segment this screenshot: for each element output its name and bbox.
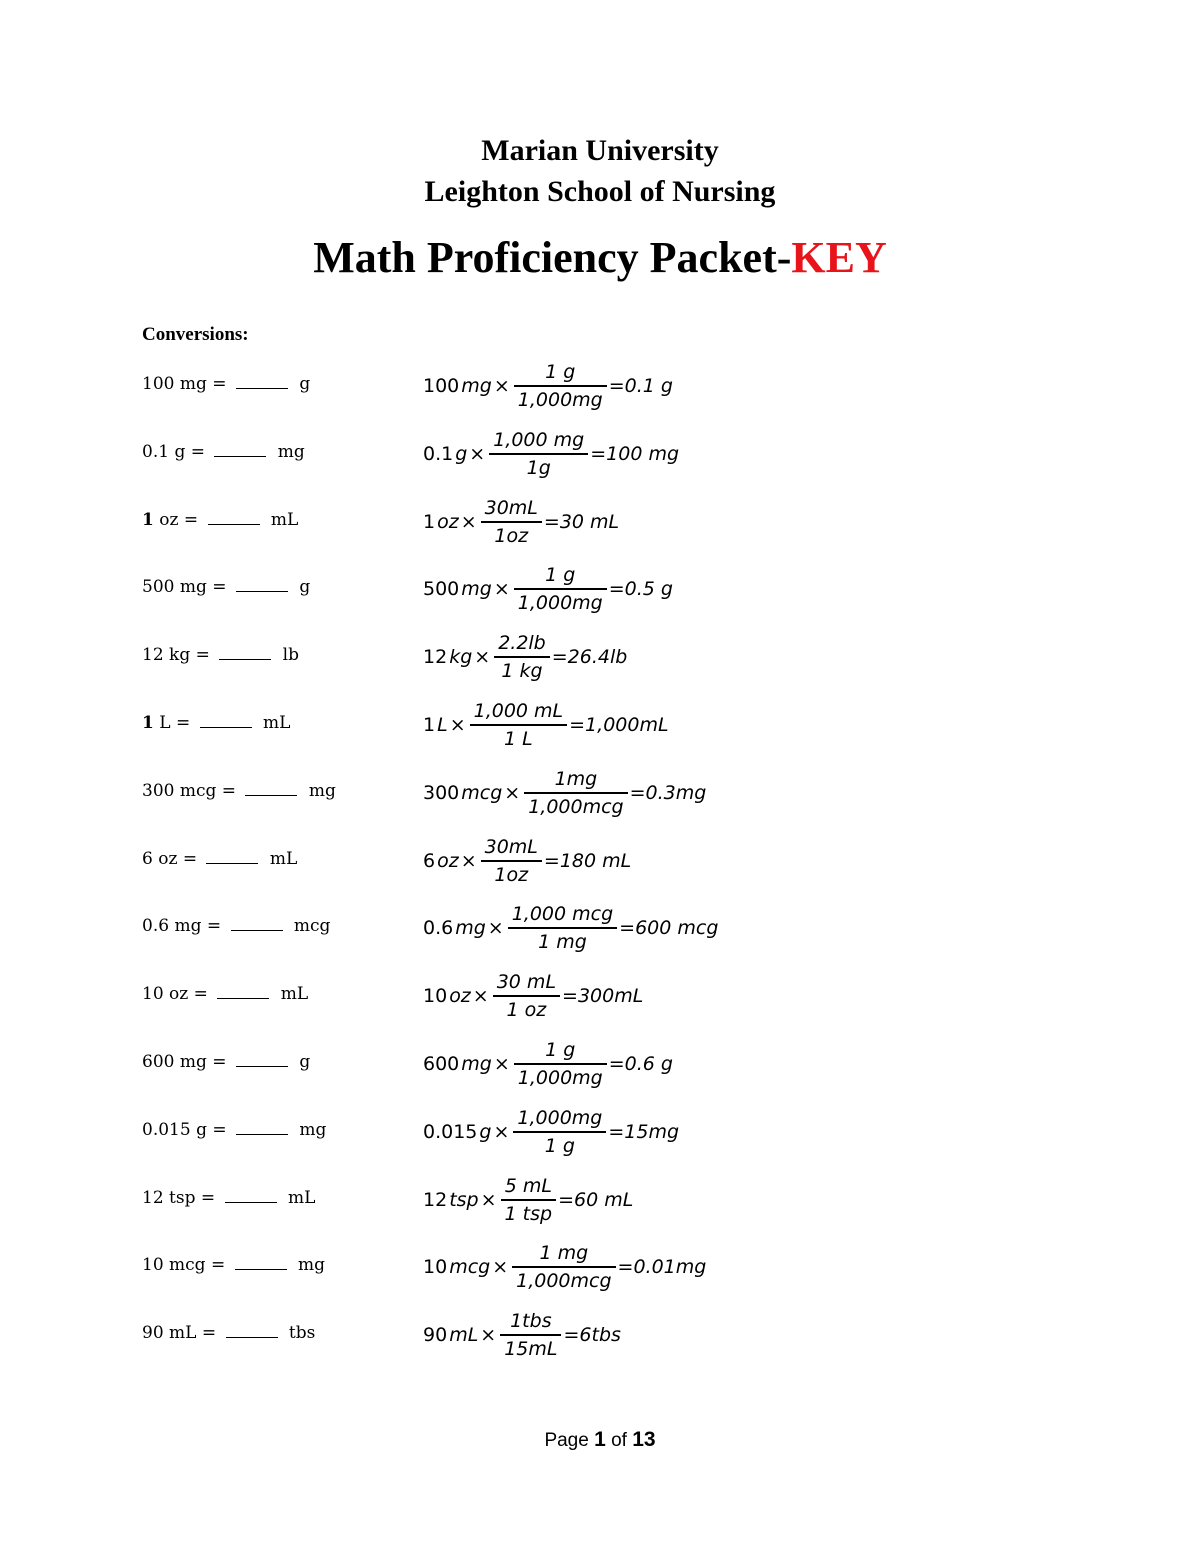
times-sign: × [480,1324,497,1347]
conversion-row [0,356,1200,416]
conversion-row [0,695,1200,755]
equation-quantity: 0.1 [423,442,454,465]
equation-unit: oz [449,985,471,1008]
answer-blank [235,1255,287,1270]
conversion-row [0,763,1200,823]
factor-denominator: 1g [526,456,551,479]
conversion-factor [514,1037,607,1091]
equation-unit: oz [437,510,459,533]
conversion-factor [524,766,627,820]
factor-numerator: 2.2lb [498,632,546,655]
conversion-problem [142,984,308,1004]
problem-unit: oz = [152,848,203,869]
conversion-problem [142,374,310,394]
factor-numerator: 30 mL [496,971,557,994]
conversion-factor [513,1105,606,1159]
equation-quantity: 500 [423,578,460,601]
target-unit: mL [265,509,299,530]
equation-unit: g [479,1120,492,1143]
target-unit: lb [277,645,300,666]
conversion-row [0,966,1200,1026]
conversion-problem [142,1323,315,1343]
equation-result: =180 mL [543,849,632,872]
problem-quantity: 600 [142,1052,175,1072]
times-sign: × [480,1188,497,1211]
conversion-problem [142,713,290,733]
equation-unit: mcg [449,1256,491,1279]
target-unit: mg [294,1119,327,1140]
problem-quantity: 90 [142,1323,164,1344]
conversion-problem [142,1052,310,1072]
factor-numerator: 30mL [484,496,538,519]
conversion-factor [512,1240,615,1294]
conversion-equation [423,1305,621,1365]
factor-denominator: 1 tsp [504,1202,553,1225]
target-unit: mcg [288,916,331,937]
problem-unit: oz = [163,984,214,1005]
equation-unit: mg [461,578,492,601]
equation-unit: oz [437,849,459,872]
target-unit: mg [292,1255,326,1276]
factor-numerator: 1mg [554,767,598,790]
packet-title-main: Math Proficiency Packet- [313,233,792,282]
factor-numerator: 30mL [484,835,538,858]
problem-quantity: 0.6 [142,916,170,937]
equation-result: =100 mg [590,442,680,465]
factor-denominator: 1,000mg [517,592,603,615]
conversion-problem [142,781,336,801]
factor-denominator: 1,000mcg [528,795,624,818]
conversion-factor [514,562,607,616]
conversion-problem [142,577,310,597]
equation-unit: mg [461,1053,492,1075]
equation-result: =15mg [608,1120,680,1143]
equation-quantity: 10 [423,985,448,1008]
equation-quantity: 1 [423,510,436,533]
factor-numerator: 5 mL [504,1174,552,1197]
equation-result: =1,000mL [569,714,669,736]
target-unit: mL [264,848,298,869]
problem-unit: g = [169,441,211,462]
factor-denominator: 1 mg [538,931,587,954]
equation-unit: mL [449,1324,479,1347]
factor-numerator: 1,000 mcg [511,903,614,926]
problem-unit: mcg = [174,780,242,801]
conversion-factor [481,495,542,549]
equation-unit: kg [449,646,473,669]
conversion-row [0,1237,1200,1297]
conversion-factor [501,1173,557,1227]
problem-quantity: 1 [142,713,154,733]
factor-numerator: 1 mg [539,1242,589,1265]
equation-quantity: 300 [423,781,460,804]
factor-denominator: 1 kg [501,660,543,683]
equation-quantity: 12 [423,646,448,669]
conversion-equation [423,831,631,891]
answer-blank [245,781,297,796]
conversion-row [0,898,1200,958]
conversion-factor [514,359,607,413]
target-unit: mL [257,713,291,733]
target-unit: g [293,374,311,394]
problem-unit: mg = [174,374,232,394]
times-sign: × [487,917,504,940]
conversion-problem [142,510,298,530]
equation-unit: mg [455,917,486,940]
times-sign: × [493,1120,510,1143]
problem-quantity: 300 [142,780,175,801]
page-word: Page [544,1430,589,1451]
equation-quantity: 600 [423,1053,460,1075]
conversion-equation [423,1102,679,1162]
factor-numerator: 1 g [545,564,576,587]
conversion-row [0,559,1200,619]
problem-unit: mcg = [163,1255,231,1276]
answer-blank [236,1052,288,1067]
conversion-problem [142,1255,325,1275]
factor-denominator: 1 oz [506,999,547,1022]
problem-unit: mg = [174,577,232,598]
problem-unit: mg = [174,1052,232,1072]
answer-blank [225,1188,277,1203]
times-sign: × [492,1256,509,1279]
conversion-problem [142,442,305,462]
equation-unit: g [455,442,468,465]
problem-unit: mL = [163,1323,222,1344]
problem-unit: g = [190,1119,233,1140]
problem-quantity: 12 [142,1187,164,1208]
factor-denominator: 1,000mg [517,389,603,411]
factor-numerator: 1tbs [510,1310,552,1333]
factor-denominator: 1,000mcg [516,1270,612,1293]
factor-denominator: 1 L [504,728,533,750]
equation-result: =0.3mg [629,781,707,804]
equation-quantity: 0.6 [423,917,454,940]
equation-unit: tsp [449,1188,479,1211]
problem-unit: L = [153,713,196,733]
conversion-equation [423,695,669,755]
problem-unit: kg = [163,645,216,666]
equation-unit: mcg [461,781,503,804]
problem-unit: mg = [169,916,227,937]
equation-result: =26.4lb [551,646,628,669]
answer-blank [200,713,252,728]
conversion-factor [494,630,550,684]
conversion-factor [500,1308,561,1362]
conversion-problem [142,1120,326,1140]
problem-quantity: 10 [142,1255,164,1276]
problem-unit: tsp = [163,1187,221,1208]
factor-numerator: 1 g [545,361,576,383]
conversion-row [0,831,1200,891]
of-word: of [611,1430,627,1451]
equation-quantity: 6 [423,849,436,872]
conversion-equation [423,492,619,552]
conversion-equation [423,559,673,619]
problem-quantity: 12 [142,645,164,666]
answer-blank [226,1323,278,1338]
times-sign: × [460,849,477,872]
conversion-factor [470,698,568,752]
conversion-factor [481,834,542,888]
conversion-problem [142,1188,315,1208]
equation-quantity: 90 [423,1324,448,1347]
times-sign: × [493,1053,510,1075]
factor-denominator: 1oz [494,863,529,886]
equation-result: =0.5 g [608,578,673,601]
conversion-problem [142,645,299,665]
equation-result: =60 mL [558,1188,634,1211]
answer-blank [236,1120,288,1135]
conversion-equation [423,1170,633,1230]
problem-unit: oz = [153,509,204,530]
times-sign: × [474,646,491,669]
conversion-equation [423,356,673,416]
problem-quantity: 10 [142,984,164,1005]
times-sign: × [493,375,510,397]
conversion-row [0,1170,1200,1230]
equation-unit: mg [461,375,492,397]
answer-blank [231,916,283,931]
conversion-equation [423,763,706,823]
problem-quantity: 0.1 [142,441,170,462]
target-unit: mg [303,780,336,801]
conversion-problem [142,849,297,869]
equation-result: =600 mcg [619,917,719,940]
conversion-equation [423,1034,673,1094]
equation-result: =300mL [562,985,644,1008]
conversion-equation [423,898,718,958]
target-unit: mL [282,1187,316,1208]
equation-unit: L [437,714,448,736]
times-sign: × [469,442,486,465]
factor-denominator: 15mL [504,1338,558,1361]
packet-title-key: KEY [791,233,887,282]
conversion-factor [508,901,617,955]
conversion-equation [423,424,679,484]
page-footer [0,1428,1200,1452]
target-unit: tbs [283,1323,316,1344]
target-unit: mg [272,441,305,462]
target-unit: g [293,1052,311,1072]
conversion-factor [489,427,588,481]
answer-blank [219,645,271,660]
factor-numerator: 1,000mg [517,1106,603,1129]
equation-quantity: 0.015 [423,1120,478,1143]
conversion-problem [142,916,330,936]
equation-result: =0.01mg [617,1256,707,1279]
problem-quantity: 100 [142,374,175,394]
conversion-factor [493,969,560,1023]
factor-numerator: 1,000 mL [473,700,564,722]
section-label: Conversions: [142,324,249,345]
equation-quantity: 100 [423,375,460,397]
conversion-row [0,1034,1200,1094]
answer-blank [236,374,288,389]
problem-quantity: 500 [142,577,175,598]
equation-result: =0.1 g [608,375,673,397]
equation-result: =0.6 g [608,1053,673,1075]
conversion-row [0,492,1200,552]
times-sign: × [449,714,466,736]
equation-result: =6tbs [563,1324,621,1347]
conversion-row [0,424,1200,484]
times-sign: × [472,985,489,1008]
equation-quantity: 10 [423,1256,448,1279]
conversion-row [0,627,1200,687]
problem-quantity: 6 [142,848,153,869]
conversion-equation [423,1237,706,1297]
times-sign: × [460,510,477,533]
university-name: Marian University [481,134,719,167]
factor-numerator: 1 g [545,1039,576,1061]
answer-blank [217,984,269,999]
conversion-equation [423,627,627,687]
factor-denominator: 1,000mg [517,1067,603,1089]
equation-quantity: 1 [423,714,436,736]
factor-denominator: 1oz [494,524,529,547]
times-sign: × [504,781,521,804]
equation-result: =30 mL [543,510,620,533]
times-sign: × [493,578,510,601]
school-name: Leighton School of Nursing [424,175,776,208]
factor-denominator: 1 g [544,1134,575,1157]
problem-quantity: 0.015 [142,1119,191,1140]
conversion-row [0,1305,1200,1365]
conversion-row [0,1102,1200,1162]
target-unit: mL [275,984,309,1005]
answer-blank [236,577,288,592]
factor-numerator: 1,000 mg [493,428,585,451]
conversion-equation [423,966,643,1026]
page-total: 13 [632,1428,656,1451]
problem-quantity: 1 [142,509,154,530]
target-unit: g [293,577,311,598]
answer-blank [206,849,258,864]
answer-blank [208,510,260,525]
page-number: 1 [594,1428,606,1451]
answer-blank [214,442,266,457]
equation-quantity: 12 [423,1188,448,1211]
